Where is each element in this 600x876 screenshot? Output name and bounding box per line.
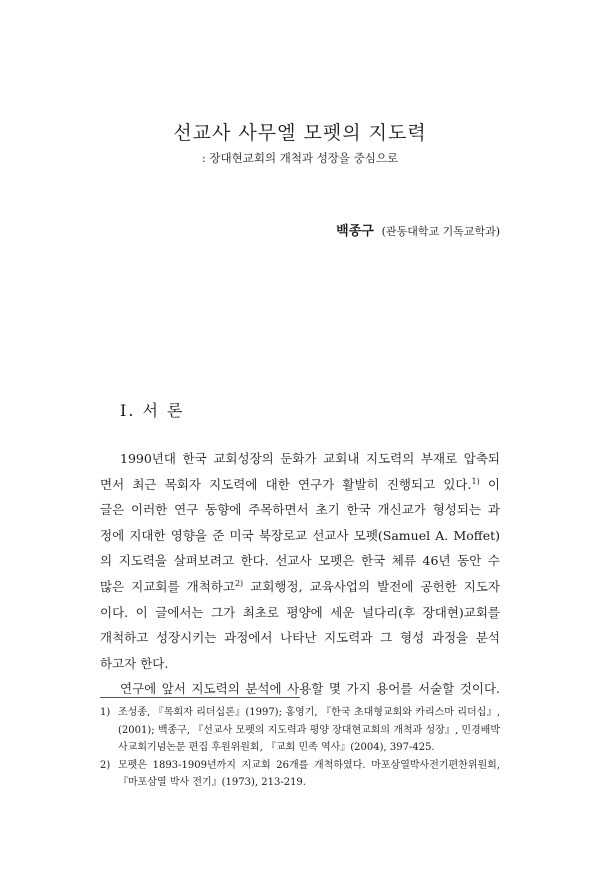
footnote-line: 모펫은 1893-1909년까지 지교회 26개를 개척하였다. 마포삼열박사전기편찬위원회, [118,759,500,771]
footnote-line: (2001); 백종구, 『선교사 모펫의 지도력과 평양 장대현교회의 개척과 성장』, 민경배박 [118,724,500,736]
page-title: 선교사 사무엘 모펫의 지도력 [173,122,427,144]
body-line [100,574,500,600]
footnote-text [118,704,500,757]
footnote-divider [100,697,300,698]
body-line: 하고자 한다. [100,655,169,671]
body-line: 정에 지대한 영향을 준 미국 북장로교 선교사 모펫(Samuel A. Moffet) [100,527,500,543]
footnote-number: 1) [100,707,111,718]
body-line-text: 이 [479,476,500,492]
body-line: 글은 이러한 연구 동향에 주목하면서 초기 한국 개신교가 형성되는 과 [100,502,500,518]
body-line: 이다. 이 글에서는 그가 최초로 평양에 세운 널다리(후 장대현)교회를 [100,604,500,620]
footnote-2 [100,757,500,792]
footnote-text [118,757,500,792]
footnote-line: 사교회기념논문 편집 후원위원회, 『교회 민족 역사』(2004), 397-425. [118,742,435,754]
footnote-line: 『마포삼열 박사 전기』(1973), 213-219. [118,777,306,789]
footnote-mark-2[interactable]: 2) [234,578,244,588]
page-subtitle: : 장대현교회의 개척과 성장을 중심으로 [201,151,399,165]
footnotes [100,704,500,792]
footnote-line: 조성종, 『목회자 리더십론』(1997); 홍영기, 『한국 초대형교회와 카리스마 리더십』, [118,707,500,718]
section-heading: I. 서 론 [120,401,185,420]
body-line: 개척하고 성장시키는 과정에서 나타난 지도력과 그 형성 과정을 분석 [100,630,500,646]
author-block [336,220,500,239]
body-line: 의 지도력을 살펴보려고 한다. 선교사 모펫은 한국 체류 46년 동안 수 [100,553,500,569]
body-line [100,472,500,498]
author-affiliation: (관동대학교 기독교학과) [381,225,500,238]
body-line-text: 많은 지교회를 개척하고 [100,578,235,594]
body-text [100,446,500,702]
footnote-number: 2) [100,759,111,771]
footnote-1 [100,704,500,757]
body-line: 연구에 앞서 지도력의 분석에 사용할 몇 가지 용어를 서술할 것이다. [120,681,500,697]
body-line: 1990년대 한국 교회성장의 둔화가 교회내 지도력의 부재로 압축되 [120,451,500,466]
body-line-text: 교회행정, 교육사업의 발전에 공헌한 지도자 [243,578,500,594]
author-name: 백종구 [336,224,374,239]
body-line-text: 면서 최근 목회자 지도력에 대한 연구가 활발히 진행되고 있다. [100,476,472,492]
footnote-mark-1[interactable]: 1) [471,476,480,486]
